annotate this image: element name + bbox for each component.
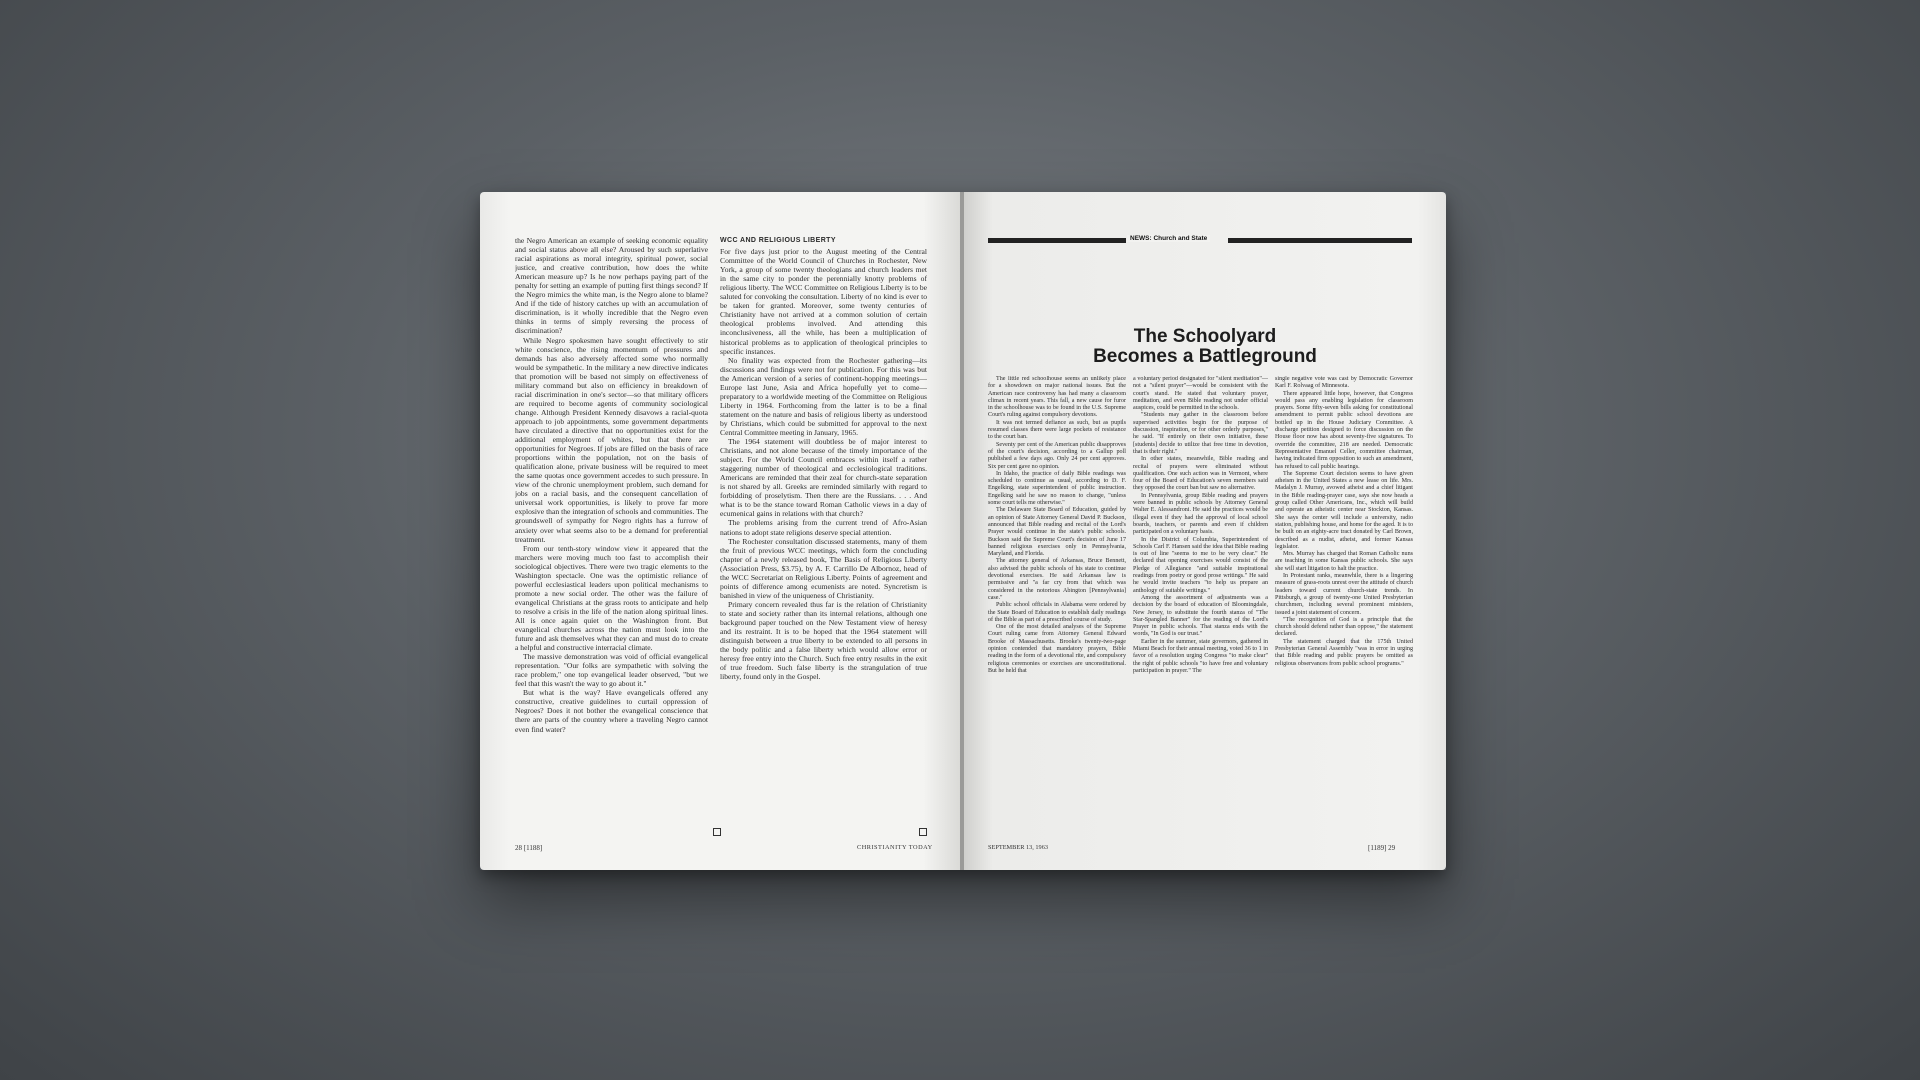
paragraph: "Students may gather in the classroom before supervised activities begin for the purpose of discussion, inspiration, or for other orderly purposes," he said. "If entirely on their own initiative, these [students] decide to utilize that free time in devotion, that is their right." [1133,412,1268,455]
paragraph: No finality was expected from the Rochester gathering—its discussions and findings were not for publication. For this was but the American version of a series of continent-hopping meetings—Europe last June, Asia and Africa hopefully yet to come—preparatory to a worldwide meeting of the Committee on Religious Liberty in 1964. Forthcoming from the latter is to be a final statement on the nature and basis of religious liberty as understood by Christians, which could be submitted for approval to the next Central Committee meeting in January, 1965. [720,355,927,437]
paragraph: From our tenth-story window view it appeared that the marchers were moving much too fast to accomplish their sociological objectives. There were two tragic elements to the Washington spectacle. One was the optimistic reliance of powerful ecclesiastical leaders upon political mechanisms to promote a new social order. The other was the failure of evangelical Christians at the grass roots to anticipate and help to resolve a crisis in the life of the nation along spiritual lines. All is once again quiet on the Washington front. But evangelical churches across the nation must look into the future and ask themselves what they can and must do to create a helpful and constructive interracial climate. [515,543,708,653]
paragraph: The Rochester consultation discussed statements, many of them the fruit of previous WCC meetings, which form the concluding chapter of a newly released book, The Basis of Religious Liberty (Association Press, $3.75), by A. F. Carrillo De Albornoz, head of the WCC Secretariat on Religious Liberty. Points of agreement and points of difference among ecumenists are noted. Syncretism is banished in view of the uniqueness of Christianity. [720,536,927,600]
paragraph: The statement charged that the 175th United Presbyterian General Assembly "was in error in urging that Bible reading and public prayers be omitted as religious observances from public school programs." [1275,638,1413,667]
page-number-left: 28 [1188] [515,844,543,852]
left-column-2 [720,236,927,836]
paragraph: Mrs. Murray has charged that Roman Catholic nuns are teaching in some Kansas public schools. She says she will start litigation to halt the practice. [1275,551,1413,572]
paragraph: In Protestant ranks, meanwhile, there is a lingering measure of grass-roots unrest over the attitude of church leaders toward current church-state trends. In Pittsburgh, a group of twenty-one United Presbyterian churchmen, including several prominent ministers, issued a joint statement of concern. [1275,573,1413,616]
article-headline [1044,327,1366,367]
paragraph: Seventy per cent of the American public disapproves of the court's decision, according to a Gallup poll published a few days ago. Only 24 per cent approves. Six per cent gave no opinion. [988,441,1126,470]
right-page [964,192,1446,870]
paragraph: the Negro American an example of seeking economic equality and social status above all else? Aroused by such superlative racial aspirations as moral integrity, spiritual power, social justice, and creative contribution, how does the white American measure up? Is he now perhaps paying part of the penalty for setting an example of putting first things second? If the Negro mimics the white man, is the Negro alone to blame? And if the tide of history catches up with an accumulation of discrimination, is it wholly incredible that the Negro even thinks in terms of simply reversing the process of discrimination? [515,236,708,336]
left-column-1 [515,236,708,836]
paragraph: In Idaho, the practice of daily Bible readings was scheduled to continue as usual, according to D. F. Engelking, state superintendent of public instruction. Engelking said he saw no reason to change, "unless some court tells me otherwise." [988,470,1126,507]
paragraph: a voluntary period designated for "silent meditation"—not a "silent prayer"—would be consistent with the court's stand. He stated that voluntary prayer, meditation, and even Bible reading not under official auspices, could be permitted in the schools. [1133,376,1268,412]
page-number-right: [1189] 29 [1368,844,1396,852]
paragraph: The massive demonstration was void of official evangelical representation. "Our folks are sympathetic with solving the race problem," one top evangelical leader observed, "but we feel that this wasn't the way to go about it." [515,652,708,689]
paragraph: It was not termed defiance as such, but as pupils resumed classes there were large pockets of resistance to the court ban. [988,419,1126,441]
paragraph: In other states, meanwhile, Bible reading and recital of prayers were eliminated without qualification. One such action was in Vermont, where four of the Board of Education's seven members said they opposed the court ban but saw no alternative. [1133,456,1268,492]
paragraph: The Delaware State Board of Education, guided by an opinion of State Attorney General David P. Buckson, announced that Bible reading and recital of the Lord's Prayer would continue in the state's public schools. Buckson said the Supreme Court's decision of June 17 banned religious exercises only in Pennsylvania, Maryland, and Florida. [988,507,1126,558]
section-rule-right [1228,238,1412,243]
headline-line-2: Becomes a Battleground [1093,346,1317,367]
paragraph: The 1964 statement will doubtless be of major interest to Christians, and not alone because of the timely importance of the subject. For the World Council embraces within itself a rather staggering number of theological and ecclesiological traditions. Americans are reminded that their zeal for church-state separation is not shared by all. Greeks are reminded similarly with regard to forbidding of proselytism. Then there are the Russians. . . . And what is to be the stance toward Roman Catholic views in a day of ecumenical gains in relations with that church? [720,437,927,519]
left-page [480,192,962,870]
paragraph: One of the most detailed analyses of the Supreme Court ruling came from Attorney General Edward Brooke of Massachusetts. Brooke's twenty-two-page opinion contended that mandatory prayers, Bible reading in the form of a devotional rite, and compulsory religious ceremonies or exercises are unconstitutional. But he held that [988,624,1126,674]
paragraph: Primary concern revealed thus far is the relation of Christianity to state and society rather than its internal relations, although one background paper touched on the New Testament view of heresy and its restraint. It is to be hoped that the 1964 statement will distinguish between a true liberty to be extended to all persons in the body politic and a false liberty which would allow error or heresy free entry into the Church. Such free entry results in the exit of true freedom. Such false liberty is the strangulation of true liberty, found only in the Gospel. [720,599,927,682]
section-rule-left [988,238,1126,243]
end-mark-icon [713,828,721,836]
right-column-1 [988,376,1126,834]
section-label: NEWS: Church and State [1127,235,1210,242]
magazine-spread [480,192,1446,870]
left-column-2-body [720,247,927,681]
paragraph: Public school officials in Alabama were ordered by the State Board of Education to establish daily readings of the Bible as part of a prescribed course of study. [988,602,1126,623]
right-column-3 [1275,376,1413,834]
paragraph: For five days just prior to the August meeting of the Central Committee of the World Council of Churches in Rochester, New York, a group of some twenty theologians and church leaders met in the same city to ponder the perennially knotty problems of religious liberty. The WCC Committee on Religious Liberty is to be saluted for convoking the consultation. Liberty of no kind is ever to be taken for granted. Moreover, some twenty centuries of Christianity have not arrived at a common solution of certain theological problems involved. And attending this inconclusiveness, all the while, has been a multiplication of historical problems as to application of theological principles to specific instances. [720,247,927,356]
paragraph: Earlier in the summer, state governors, gathered in Miami Beach for their annual meeting, voted 36 to 1 in favor of a resolution urging Congress "to make clear" the right of public schools "to have free and voluntary participation in prayer." The [1133,638,1268,674]
paragraph: Among the assortment of adjustments was a decision by the board of education of Bloomingdale, New Jersey, to substitute the fourth stanza of "The Star-Spangled Banner" for the reading of the Lord's Prayer in public schools. That stanza ends with the words, "In God is our trust." [1133,594,1268,638]
paragraph: But what is the way? Have evangelicals offered any constructive, creative guidelines to curtail oppression of Negroes? Does it not bother the evangelical conscience that there are parts of the country where a traveling Negro cannot even find water? [515,688,708,734]
end-mark-icon [919,828,927,836]
paragraph: The attorney general of Arkansas, Bruce Bennett, also advised the public schools of his state to continue devotional exercises. He said Arkansas law is permissive and "a far cry from that which was considered in the notorious Abington [Pennsylvania] case." [988,558,1126,601]
paragraph: single negative vote was cast by Democratic Governor Karl F. Rolvaag of Minnesota. [1275,376,1413,390]
paragraph: In Pennsylvania, group Bible reading and prayers were banned in public schools by Attorney General Walter E. Alessandroni. He said the practices would be illegal even if they had the approval of local school boards, teachers, or parents and even if children participated on a voluntary basis. [1133,492,1268,536]
magazine-name-footer: CHRISTIANITY TODAY [857,844,933,851]
headline-line-1: The Schoolyard [1133,326,1277,347]
paragraph: The Supreme Court decision seems to have given atheism in the United States a new lease on life. Mrs. Madalyn J. Murray, avowed atheist and a chief litigant in the Bible reading-prayer case, says she now heads a group called Other Americans, Inc., which will build and operate an atheistic center near Stockton, Kansas. She says the center will include a university, radio station, publishing house, and home for the aged. It is to be built on an eighty-acre tract donated by Carl Brown, described as a nudist, atheist, and former Kansas legislator. [1275,470,1413,550]
right-column-2 [1133,376,1268,834]
paragraph: "The recognition of God is a principle that the church should defend rather than oppose," the statement declared. [1275,616,1413,638]
paragraph: The little red schoolhouse seems an unlikely place for a showdown on major national issues. But the American race controversy has had many a classroom climax in recent years. This fall, a new cause for furor in the schoolhouse was to be found in the U.S. Supreme Court's ruling against compulsory devotions. [988,376,1126,419]
issue-date-footer: SEPTEMBER 13, 1963 [988,844,1049,851]
paragraph: In the District of Columbia, Superintendent of Schools Carl F. Hansen said the idea that Bible reading is out of line "seems to me to be very clear." He declared that opening exercises would consist of the Pledge of Allegiance "and suitable inspirational readings from poetry or good prose writings." He said he would invite teachers "to help us prepare an anthology of suitable writings." [1133,536,1268,594]
paragraph: The problems arising from the current trend of Afro-Asian nations to adopt state religions deserve special attention. [720,518,927,537]
section-heading-wcc: WCC AND RELIGIOUS LIBERTY [720,237,836,244]
paragraph: There appeared little hope, however, that Congress would pass any enabling legislation for classroom prayers. Some fifty-seven bills asking for constitutional amendment to permit public school devotions are bottled up in the House Judiciary Committee. A discharge petition designed to force discussion on the House floor now has about seventy-five signatures. To override the committee, 218 are needed. Democratic Representative Emanuel Celler, committee chairman, having indicated firm opposition to such an amendment, has refused to call public hearings. [1275,390,1413,470]
paragraph: While Negro spokesmen have sought effectively to stir white conscience, the rising momentum of pressures and demands has also adversely affected some who normally would be sympathetic. In the military a new directive indicates that promotion will be based not simply on effectiveness of military command but also on efficiency in breakdown of racial discrimination in one's sector—so that military officers are required to become agents of community sociological change. Although President Kennedy disavows a racial-quota approach to job appointments, some government departments have circulated a directive that no opportunities exist for the additional employment of whites, but that there are opportunities for Negroes. If jobs are filled on the basis of race proportions within the population, not on the basis of qualification alone, private business will be required to meet the same quotas once government accedes to such pressure. In view of the chronic unemployment problem, such demand for jobs on a racial basis, and the consequent cancellation of universal work opportunities, is likely to prove far more explosive than the integration of schools and communities. The groundswell of sympathy for Negro rights has a furrow of anxiety over what seems also to be a demand for preferential treatment. [515,335,708,544]
